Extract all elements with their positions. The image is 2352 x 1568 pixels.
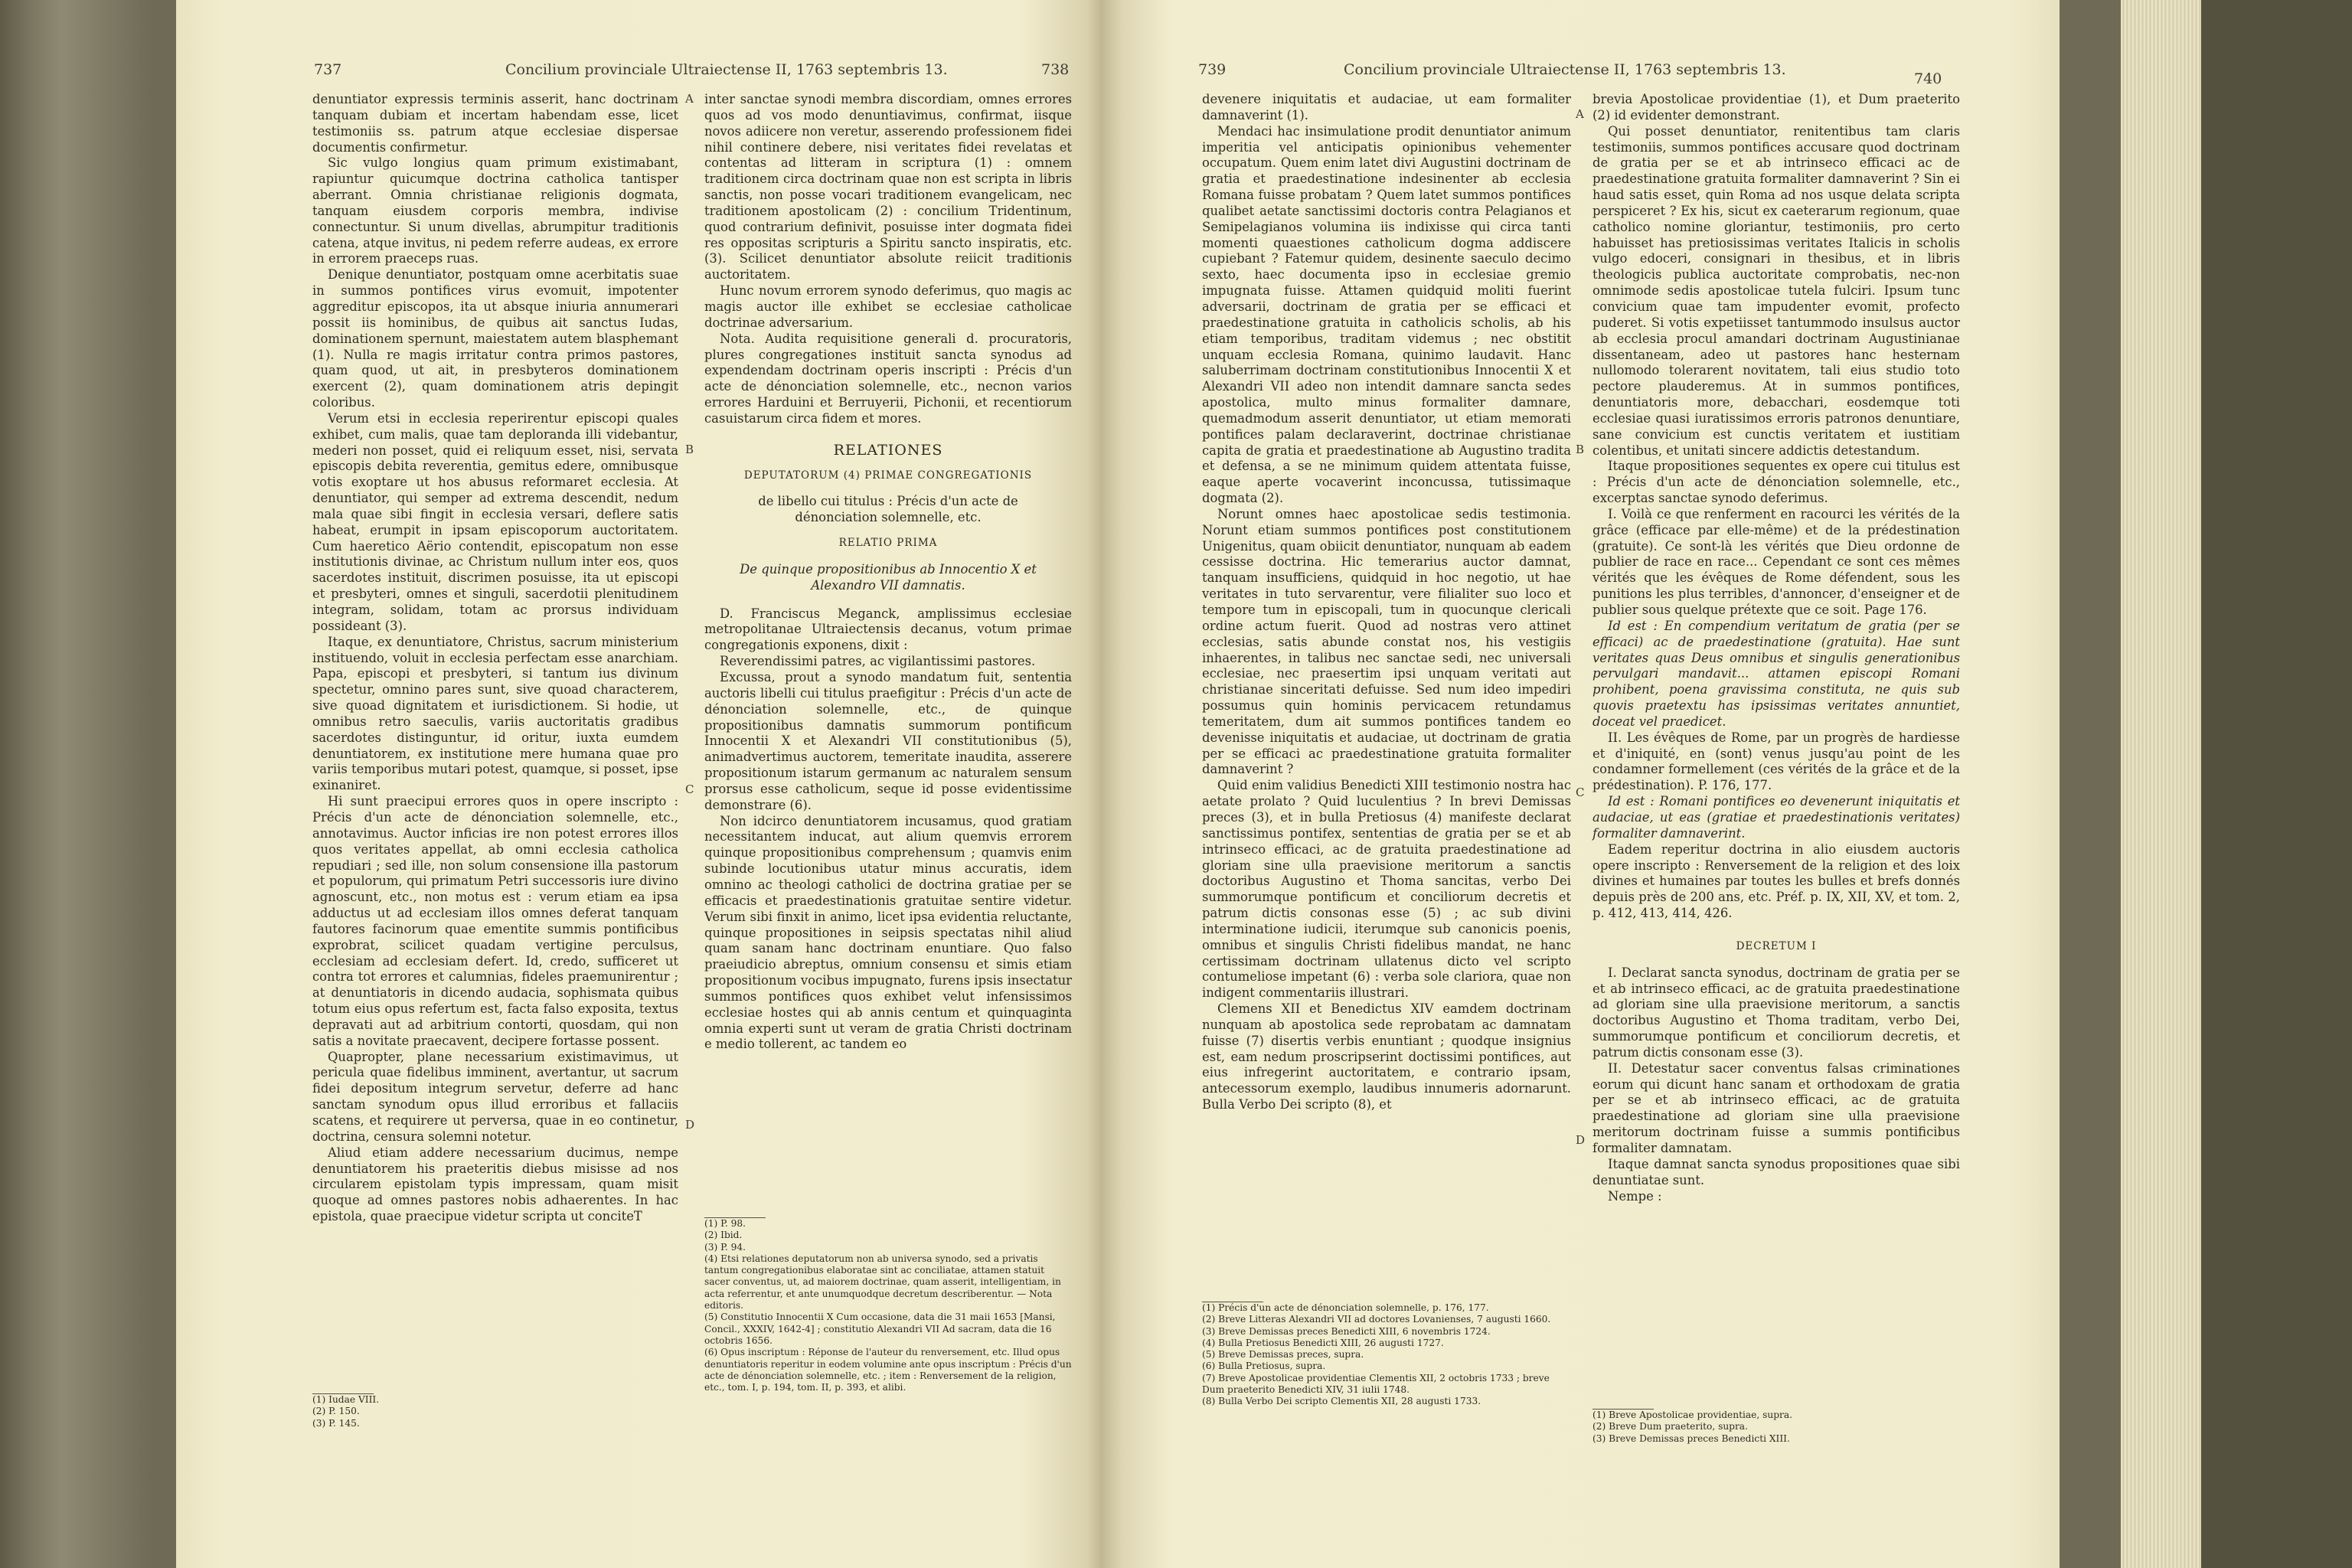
paragraph: Id est : En compendium veritatum de gratia (per se efficaci) ac de praedestinatione (gratuita). Hae sunt veritates quas Deus omnibus et singulis generationibus pervulgari mandavit... attamen episcopi Romani prohibent, poena gravissima constituta, ne quis sub quovis praetextu has ipsissimas veritates annuntiet, doceat vel praedicet. (1592, 618, 1960, 729)
right-page (1102, 0, 2060, 1568)
paragraph: devenere iniquitatis et audaciae, ut eam formaliter damnaverint (1). (1202, 92, 1571, 122)
footnote: (6) Bulla Pretiosus, supra. (1202, 1361, 1326, 1372)
left-column-2 (704, 92, 1072, 1053)
footnote: (4) Bulla Pretiosus Benedicti XIII, 26 augusti 1727. (1202, 1337, 1444, 1348)
footnote: (8) Bulla Verbo Dei scripto Clementis XII, 28 augusti 1733. (1202, 1396, 1481, 1407)
left-column-2-footnotes (704, 1217, 1072, 1393)
paragraph: II. Detestatur sacer conventus falsas criminationes eorum qui dicunt hanc sanam et orthodoxam de gratia per se et ab intrinseco efficaci, ac de gratuita praedestinatione ad gloriam sine ulla praevisione meritorum doctrinam fuisse a summis pontificibus formaliter damnatam. (1592, 1060, 1960, 1155)
paragraph: inter sanctae synodi membra discordiam, omnes errores quos ad vos modo denuntiavimus, confirmat, iisque novos adiicere non veretur, asserendo professionem fidei nihil continere debere, nisi veritates fidei revelatas et contentas ad litteram in scriptura (1) : omnem traditionem circa doctrinam quae non est scripta in libris sanctis, non posse vocari traditionem evangelicam, nec traditionem apostolicam (2) : concilium Tridentinum, quod contrarium definivit, posuisse inter dogmata fidei res oppositas scripturis a Spiritu sancto inspiratis, etc. (3). Scilicet denuntiator absolute reiicit traditionis auctoritatem. (704, 92, 1072, 283)
footnote: (1) Précis d'un acte de dénonciation solemnelle, p. 176, 177. (1202, 1302, 1489, 1313)
paragraph: Qui posset denuntiator, renitentibus tam claris testimoniis, summos pontifices accusare quod doctrinam de gratia per se et ab intrinseco efficaci ac de praedestinatione gratuita formaliter damnaverint ? Sin ei haud satis esset, quin Roma ad nos usque delata scripta perspiceret ? Ex his, sicut ex caeterarum regionum, quae catholico nomine gloriantur, testimoniis, pro certo habuisset has pretiosissimas veritates Italicis in scholis vulgo edoceri, consignari in thesibus, et in libris theologicis publica auctoritate comprobatis, nec-non omnimode sedis apostolicae tutela fulciri. Ipsum tunc convicium quae tam impudenter evomit, profecto puderet. Si votis expetiisset tantummodo insulsus auctor ab ecclesia procul amandari doctrinam Augustinianae dissentaneam, adeo ut pastores hanc hesternam nullomodo tolerarent novitatem, tali eius studio toto pectore plauderemus. At in summos pontifices, denuntiatoris more, debacchari, eosdemque toti ecclesiae quasi iuratissimos erroris patronos denuntiare, sane convicium est cunctis veritatem et iustitiam colentibus, et unitati sincere addictis detestandum. (1592, 123, 1960, 458)
right-column-1 (1202, 92, 1571, 1113)
margin-letter-c: C (1576, 786, 1585, 799)
background-shadow (2201, 0, 2352, 1568)
open-book (61, 0, 2205, 1568)
right-column-2 (1592, 92, 1960, 1204)
paragraph: Eadem reperitur doctrina in alio eiusdem auctoris opere inscripto : Renversement de la religion et des loix divines et humaines par toutes les bulles et brefs donnés depuis près de 200 ans, etc. Préf. p. IX, XII, XV, et tom. 2, p. 412, 413, 414, 426. (1592, 841, 1960, 921)
paragraph: Nota. Audita requisitione generali d. procuratoris, plures congregationes instituit sancta synodus ad expendendam doctrinam operis inscripti : Précis d'un acte de dénonciation solemnelle, etc., necnon varios errores Harduini et Berruyerii, Pichonii, et recentiorum casuistarum circa fidem et mores. (704, 331, 1072, 426)
paragraph: Quid enim validius Benedicti XIII testimonio nostra hac aetate prolato ? Quid luculentius ? In brevi Demissas preces (3), et in bulla Pretiosus (4) manifeste declarat sanctissimus pontifex, sententias de gratia per se et ab intrinseco efficaci, ac de gratuita praedestinatione ad gloriam sine ulla praevisione meritorum a sanctis doctoribus Augustino et Thoma sancitas, verbo Dei summorumque pontificum et conciliorum decretis et patrum dictis consonas esse (5) ; ac sub divini interminatione iudicii, iterumque sub canonicis poenis, omnibus et singulis Christi fidelibus mandat, ne hanc certissimam doctrinam ullatenus dicto vel scripto contumeliose impetant (6) : verba sole clariora, quae non indigent commentariis illustrari. (1202, 778, 1571, 1001)
footnote: (5) Constitutio Innocentii X Cum occasione, data die 31 maii 1653 [Mansi, Concil., XXXIV, 1642-4] ; constitutio Alexandri VII Ad sacram, data die 16 octobris 1656. (704, 1312, 1056, 1346)
margin-letter-a: A (685, 92, 694, 106)
margin-letter-d: D (685, 1118, 695, 1132)
paragraph: Denique denuntiator, postquam omne acerbitatis suae in summos pontifices virus evomuit, impotenter aggreditur episcopos, ita ut absque iniuria annumerari possit iis hominibus, de quibus ait sanctus Iudas, dominationem spernunt, maiestatem autem blasphemant (1). Nulla re magis irritatur contra primos pastores, quam quod, ut ait, in presbyteros dominationem exercent (2), quam dominationem atris depingit coloribus. (312, 267, 678, 410)
footnote: (4) Etsi relationes deputatorum non ab universa synodo, sed a privatis tantum congregationibus elaboratae sint ac conciliatae, attamen statuit sacer conventus, ut, ad maiorem doctrinae, quam asserit, intelligentiam, in acta referrentur, et ante unumquodque decretum describerentur. — Nota editoris. (704, 1253, 1061, 1312)
right-column-1-footnotes (1202, 1302, 1571, 1408)
paragraph: Norunt omnes haec apostolicae sedis testimonia. Norunt etiam summos pontifices post constitutionem Unigenitus, quam obiicit denuntiator, nunquam ab eadem cessisse doctrina. Hic temerarius auctor damnat, tanquam insufficiens, quidquid in hoc negotio, ut hae veritates in tuto servarentur, vere filialiter suo loco et tempore tum in episcopali, tum in quocunque clericali ordine actum fuerit. Quod ad nostras vero attinet ecclesias, satis abunde constat nos, his vestigiis inhaerentes, in talibus nec sanctae sedi, nec universali ecclesiae, nec praesertim ipsi unquam veritati aut christianae sinceritati defuisse. Sed num ideo impediri possumus quin hominis pervicacem retundamus temeritatem, dum ait summos pontifices tandem eo devenisse iniquitatis et audaciae, ut doctrinam de gratia per se efficaci ac praedestinatione gratuita formaliter damnaverint ? (1202, 506, 1571, 777)
running-title-right: Concilium provinciale Ultraiectense II, 1763 septembris 13. (1344, 61, 1786, 78)
margin-letter-a: A (1576, 107, 1584, 121)
footnote: (5) Breve Demissas preces, supra. (1202, 1349, 1364, 1361)
footnote: (1) Breve Apostolicae providentiae, supra. (1592, 1410, 1793, 1420)
de-quinque-subtitle: De quinque propositionibus ab Innocentio X et Alexandro VII damnatis. (740, 561, 1037, 593)
paragraph: Non idcirco denuntiatorem incusamus, quod gratiam necessitantem inducat, aut alium quemvis errorem quinque propositionibus comprehensum ; quamvis enim subinde locutionibus utatur minus accuratis, idem omnino ac theologi catholici de doctrina gratiae per se efficacis et praedestinationis gratuitae sentire videtur. Verum sibi finxit in animo, licet ipsa evidentia reluctante, quinque propositiones in seipsis spectatas nihil aliud quam sanam hanc doctrinam enuntiare. Quo falso praeiudicio abreptus, omnium consensu et simis etiam propositionum vocibus impugnato, furens ipsis insectatur summos pontifices quos exhibet velut infensissimos ecclesiae hostes qui ab annis centum et quinquaginta omnia experti sunt ut veram de gratia Christi doctrinam e medio tollerent, ac tandem eo (704, 813, 1072, 1052)
footnote: (3) P. 94. (704, 1241, 746, 1253)
relationes-heading: RELATIONES (833, 441, 943, 459)
page-number-740: 740 (1914, 70, 1942, 87)
paragraph: Reverendissimi patres, ac vigilantissimi pastores. (720, 654, 1036, 669)
running-title-left: Concilium provinciale Ultraiectense II, 1763 septembris 13. (505, 61, 948, 78)
footnote: (1) Iudae VIII. (312, 1394, 380, 1405)
paragraph: Quapropter, plane necessarium existimavimus, ut pericula quae fidelibus imminent, avertantur, ut sacrum fidei depositum integrum servetur, deferre ad hanc sanctam synodum opus illud erroribus et fallaciis scatens, et requirere ut perversa, quae in eo continetur, doctrina, censura solemni notetur. (312, 1049, 678, 1144)
paragraph: Clemens XII et Benedictus XIV eamdem doctrinam nunquam ab apostolica sede reprobatam ac damnatam fuisse (7) disertis verbis enuntiant ; quodque insignius est, eam nedum proscripserint doctissimi pontifices, aut eius infregerint auctoritatem, e contrario ipsam, antecessorum exemplo, laudibus innumeris adornarunt. Bulla Verbo Dei scripto (8), et (1202, 1001, 1571, 1112)
paragraph: Id est : Romani pontifices eo devenerunt iniquitatis et audaciae, ut eas (gratiae et praedestinationis veritates) formaliter damnaverint. (1592, 794, 1960, 841)
left-page (176, 0, 1102, 1568)
paragraph: Excussa, prout a synodo mandatum fuit, sententia auctoris libelli cui titulus praefigitur : Précis d'un acte de dénonciation solemnelle, etc., de quinque propositionibus damnatis summorum pontificum Innocentii X et Alexandri VII constitutionibus (5), animadvertimus auctorem, temeritate inaudita, asserere propositionum istarum germanum ac naturalem sensum prorsus esse catholicum, seque id posse evidentissime demonstrare (6). (704, 670, 1072, 812)
paragraph: Itaque, ex denuntiatore, Christus, sacrum ministerium instituendo, voluit in ecclesia perfectam esse anarchiam. Papa, episcopi et presbyteri, si tantum ius divinum spectetur, omnino pares sunt, sive quoad characterem, sive quoad dignitatem et iurisdictionem. Si hodie, ut omnibus retro saeculis, variis auctoritatis gradibus sacerdotes distinguntur, id oritur, iuxta eumdem denuntiatorem, ex institutione mere humana quae pro variis temporibus mutari potest, quamque, si posset, ipse exinaniret. (312, 634, 678, 793)
right-column-2-footnotes (1592, 1409, 1960, 1445)
page-number-738: 738 (1041, 61, 1070, 78)
margin-letter-b: B (1576, 443, 1585, 456)
paragraph: D. Franciscus Meganck, amplissimus ecclesiae metropolitanae Ultraiectensis decanus, votum primae congregationis exponens, dixit : (704, 606, 1072, 653)
paragraph: brevia Apostolicae providentiae (1), et Dum praeterito (2) id evidenter demonstrant. (1592, 92, 1960, 122)
page-number-737: 737 (314, 61, 342, 78)
paragraph: denuntiator expressis terminis asserit, hanc doctrinam tanquam dubiam et incertam habendam esse, licet testimoniis ss. patrum atque ecclesiae dispersae documentis confirmetur. (312, 92, 678, 155)
paragraph: Sic vulgo longius quam primum existimabant, rapiuntur quicumque doctrina catholica tantisper aberrant. Omnia christianae religionis dogmata, tanquam eiusdem corporis membra, indivise connectuntur. Si unum divellas, abrumpitur traditionis catena, atque invitus, ni pedem referre audeas, ex errore in errorem praeceps ruas. (312, 155, 678, 266)
paragraph: Itaque propositiones sequentes ex opere cui titulus est : Précis d'un acte de dénonciation solemnelle, etc., excerptas sanctae synodo deferimus. (1592, 459, 1960, 506)
paragraph: Verum etsi in ecclesia reperirentur episcopi quales exhibet, cum malis, quae tam deploranda illi videbantur, mederi non posset, quid ei reliquum esset, nisi, servata episcopis debita reverentia, gemitus edere, omnibusque votis exoptare ut hos abusus reformaret ecclesia. At denuntiator, qui semper ad extrema descendit, nedum mala quae sibi fingit in ecclesia versari, deflere satis habeat, erumpit in ipsam episcoporum auctoritatem. Cum haeretico Aërio contendit, episcopatum non esse institutionis divinae, ac Christum nullum inter eos, quos sacerdotes instituit, discrimen posuisse, ita ut episcopi et presbyteri, omnes et singuli, sacerdotii plenitudinem integram, solidam, totam ac prorsus individuam possideant (3). (312, 410, 678, 633)
decretum-heading: DECRETUM I (1736, 939, 1817, 952)
footnote: (7) Breve Apostolicae providentiae Clementis XII, 2 octobris 1733 ; breve Dum praeterito Benedicti XIV, 31 iulii 1748. (1202, 1372, 1550, 1396)
margin-letter-b: B (685, 443, 694, 456)
footnote: (2) Breve Litteras Alexandri VII ad doctores Lovanienses, 7 augusti 1660. (1202, 1314, 1551, 1325)
footnote: (3) Breve Demissas preces Benedicti XIII, 6 novembris 1724. (1202, 1325, 1491, 1337)
footnote: (2) Breve Dum praeterito, supra. (1592, 1421, 1748, 1432)
paragraph: Hi sunt praecipui errores quos in opere inscripto : Précis d'un acte de dénonciation solemnelle, etc., annotavimus. Auctor inficias ire non potest errores illos quos veritates appellat, ab omni ecclesia catholica repudiari ; sed ille, non solum consensione illa pastorum et populorum, qui primatum Petri successoris iure divino agnoscunt, etc., non motus est : verum etiam ea ipsa adductus ut ad ecclesiam illos omnes deferat tanquam fautores facinorum quae ementite summis pontificibus exprobrat, scilicet quadam vertigine perculsus, ecclesiam ad ecclesiam defert. Id, credo, sufficeret ut contra tot errores et calumnias, fideles praemunirentur ; at denuntiatoris in dicendo audacia, sophismata quibus totum eius opus refertum est, facta falso exposita, textus depravati aut ad arbitrium contorti, quosdam, qui non satis a novitate praecavent, decipere fortasse possent. (312, 794, 678, 1048)
footnote: (2) Ibid. (704, 1230, 743, 1241)
page-number-739: 739 (1198, 61, 1227, 78)
left-column-1 (312, 92, 678, 1225)
paragraph: Mendaci hac insimulatione prodit denuntiator animum imperitia vel anticipatis opinionibus vehementer occupatum. Quem enim latet divi Augustini doctrinam de gratia et praedestinatione indesinenter ab ecclesia Romana fuisse probatam ? Quem latet summos pontifices qualibet aetate sanctissimi doctoris contra Pelagianos et Semipelagianos volumina iis indixisse qui circa tanti momenti quaestiones catholicum dogma addiscere cupiebant ? Fatemur quidem, desinente saeculo decimo sexto, haec documenta ipso in ecclesiae gremio impugnata fuisse. Attamen quidquid moliti fuerint adversarii, doctrinam de gratia per se efficaci et praedestinatione gratuita in catholicis scholis, ab his etiam temporibus, traditam videmus ; nec obstitit unquam ecclesia Romana, quinimo laudavit. Hanc saluberrimam doctrinam constitutionibus Innocentii X et Alexandri VII adeo non intendit damnare sancta sedes apostolica, multo minus formaliter damnare, quemadmodum asserit denuntiator, ut etiam memorati pontifices palam declaraverint, doctrinae christianae capita de gratia et praedestinatione ab Augustino tradita et defensa, a se ne minimum quidem attentata fuisse, eaque aperte vocaverint inconcussa, tutissimaque dogmata (2). (1202, 123, 1571, 506)
footnote: (2) P. 150. (312, 1406, 360, 1417)
footnote: (3) P. 145. (312, 1417, 360, 1429)
paragraph: II. Les évêques de Rome, par un progrès de hardiesse et d'iniquité, en (sont) venus jusqu'au point de les condamner formellement (ces vérités de la grâce et de la prédestination). P. 176, 177. (1592, 730, 1960, 793)
paragraph: I. Declarat sancta synodus, doctrinam de gratia per se et ab intrinseco efficaci, ac de gratuita praedestinatione ad gloriam sine ulla praevisione meritorum, a sanctis doctoribus Augustino et Thoma traditam, verbo Dei, summorumque pontificum et conciliorum decretis, et patrum dictis consonam esse (3). (1592, 965, 1960, 1060)
footnote: (3) Breve Demissas preces Benedicti XIII. (1592, 1432, 1790, 1444)
paragraph: I. Voilà ce que renferment en racourci les vérités de la grâce (efficace par elle-même) et de la prédestination (gratuite). Ce sont-là les vérités que Dieu ordonne de publier de race en race... Cependant ce sont ces mêmes vérités que les évêques de Rome défendent, sous les punitions les plus terribles, d'annoncer, d'enseigner et de publier sous quelque prétexte que ce soit. Page 176. (1592, 506, 1960, 617)
footnote: (6) Opus inscriptum : Réponse de l'auteur du renversement, etc. Illud opus denuntiatoris reperitur in eodem volumine ante opus inscriptum : Précis d'un acte de dénonciation solemnelle, etc. ; item : Renversement de la religion, etc., tom. I, p. 194, tom. II, p. 393, et alibi. (704, 1347, 1072, 1393)
paragraph: Itaque damnat sancta synodus propositiones quae sibi denuntiatae sunt. (1592, 1156, 1960, 1187)
paragraph: Hunc novum errorem synodo deferimus, quo magis ac magis auctor ille exhibet se ecclesiae catholicae doctrinae adversarium. (704, 283, 1072, 330)
deputatorum-heading: DEPUTATORUM (4) PRIMAE CONGREGATIONIS (743, 469, 1033, 482)
margin-letter-d: D (1576, 1133, 1586, 1147)
paragraph: Nempe : (1608, 1188, 1662, 1204)
footnote: (1) P. 98. (704, 1218, 746, 1229)
left-column-1-footnotes (312, 1393, 678, 1429)
relatio-prima-heading: RELATIO PRIMA (838, 537, 938, 550)
margin-letter-c: C (685, 782, 694, 796)
de-libello-subtitle: de libello cui titulus : Précis d'un acte de dénonciation solemnelle, etc. (758, 494, 1018, 525)
paragraph: Aliud etiam addere necessarium ducimus, nempe denuntiatorem his praeteritis diebus misisse ad nos circularem epistolam typis impressam, quam misit quoque ad omnes pastores nobis adhaerentes. In hac epistola, quae praecipue videtur scripta ut conciteT (312, 1145, 678, 1224)
